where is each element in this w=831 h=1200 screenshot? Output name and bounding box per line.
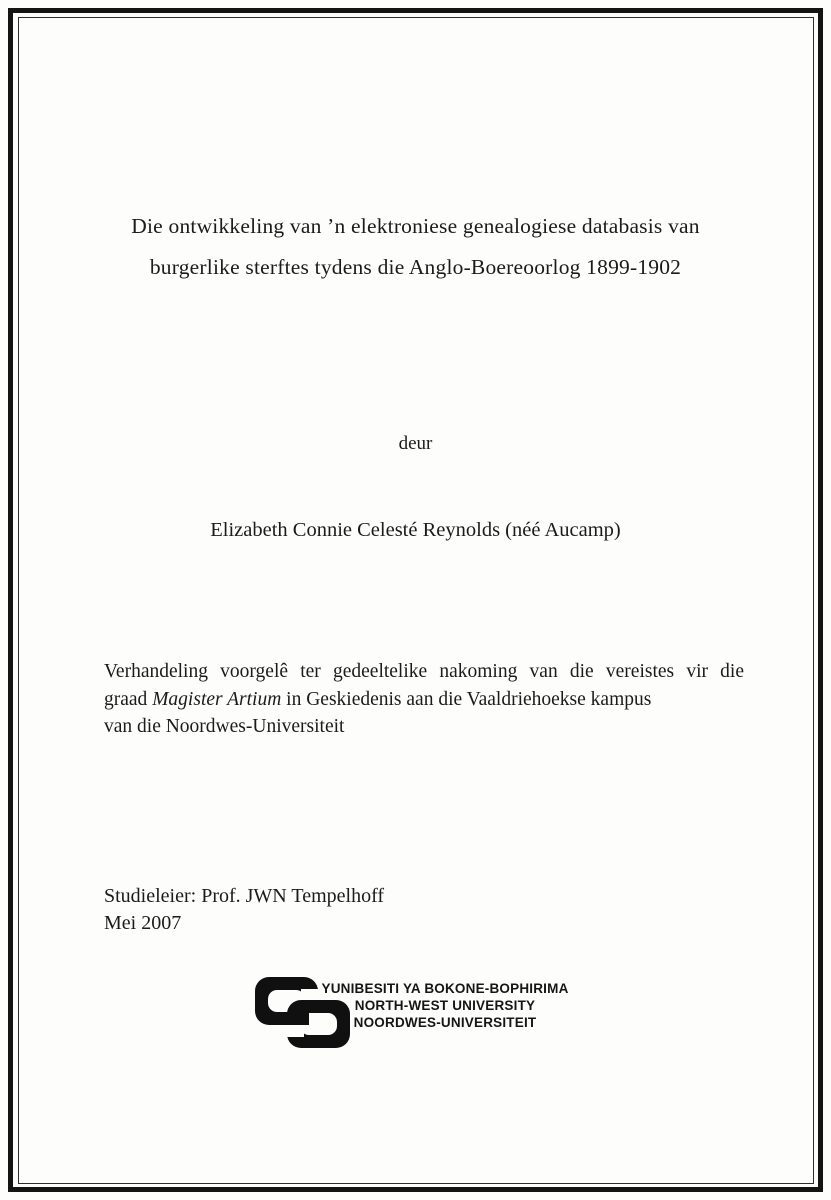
- thesis-title: [0, 206, 831, 288]
- submission-line1: Verhandeling voorgelê ter gedeeltelike nakoming van die vereistes vir die: [104, 661, 744, 682]
- byline-label: deur: [398, 433, 433, 454]
- thesis-title-line1: Die ontwikkeling van ’n elektroniese genealogiese databasis van: [131, 214, 700, 238]
- supervisor-line: Studieleier: Prof. JWN Tempelhoff: [104, 885, 385, 907]
- submission-statement: [104, 658, 744, 741]
- submission-line2-suffix: in Geskiedenis aan die Vaaldriehoekse kampus: [281, 688, 652, 710]
- date-line: Mei 2007: [104, 912, 182, 934]
- university-name-english: NORTH-WEST UNIVERSITY: [354, 998, 536, 1013]
- submission-line3: van die Noordwes-Universiteit: [104, 716, 345, 737]
- thesis-title-line2: burgerlike sterftes tydens die Anglo-Boereoorlog 1899-1902: [149, 255, 682, 279]
- university-name-afrikaans: NOORDWES-UNIVERSITEIT: [353, 1015, 537, 1030]
- degree-name-italic: Magister Artium: [152, 688, 282, 710]
- university-logo: [255, 972, 585, 1052]
- university-wordmark: [317, 980, 573, 1031]
- author-name: Elizabeth Connie Celesté Reynolds (néé Aucamp): [210, 519, 621, 541]
- university-name-setswana: YUNIBESITI YA BOKONE-BOPHIRIMA: [321, 981, 569, 996]
- submission-line2: [104, 686, 744, 714]
- supervisor-block: [104, 883, 384, 937]
- submission-line2-prefix: graad: [104, 688, 153, 710]
